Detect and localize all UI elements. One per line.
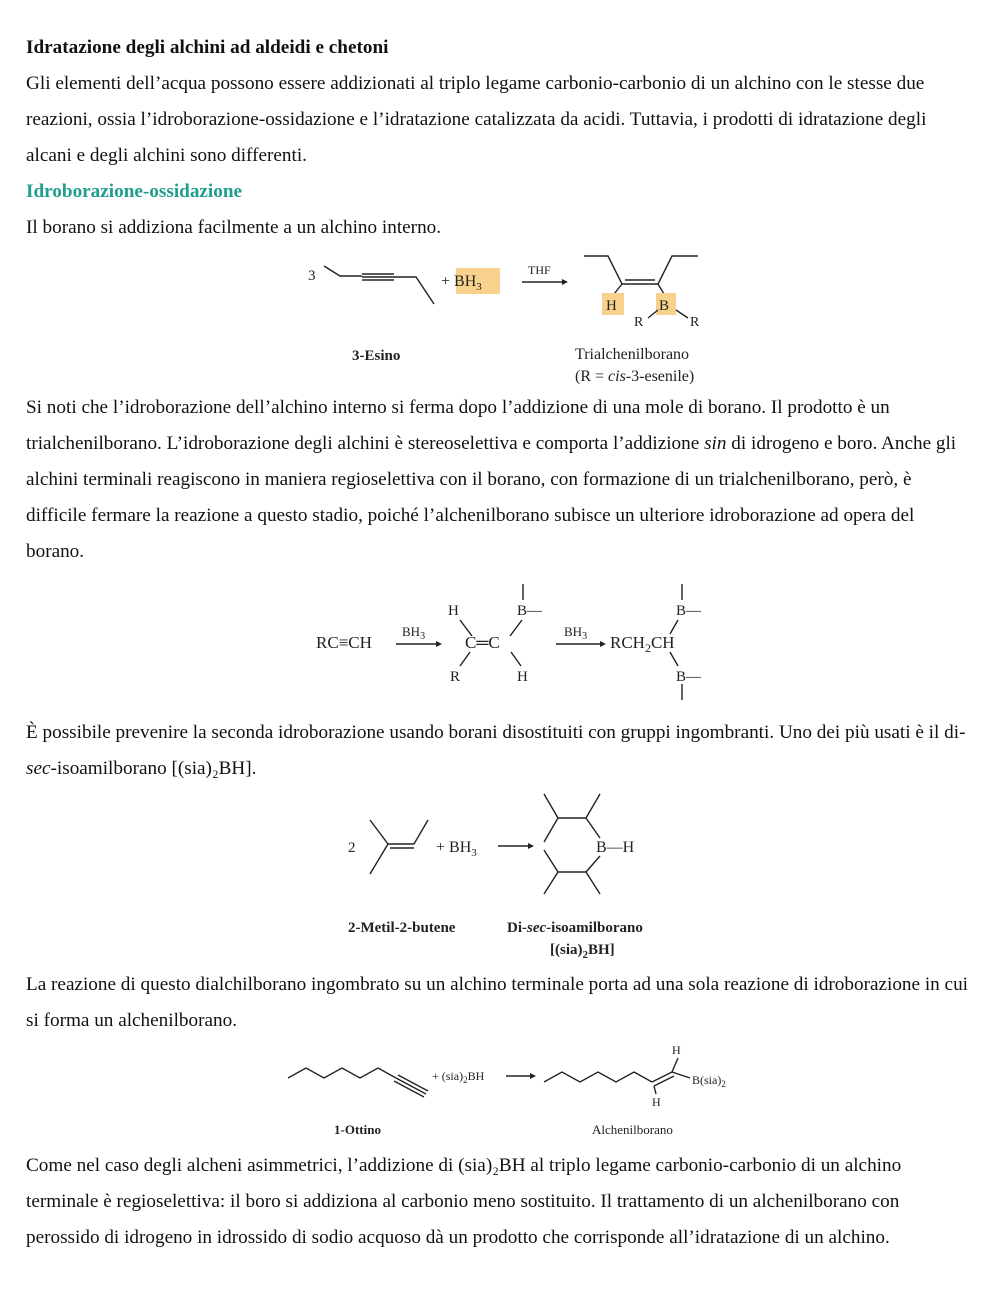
paragraph-stereoselective: Si noti che l’idroborazione dell’alchino interno si ferma dopo l’addizione di una mole di borano. Il prodotto è un trialchenilborano. L’idroborazione degli alchini è stereoselettiva e comporta l’addizione sin di idrogeno e boro. Anche gli alchini terminali reagiscono in maniera regioselettiva con il borano, con formazione di un trialchenilborano, però, è difficile fermare la reazione a questo stadio, poiché l’alchenilborano subisce un ulteriore idroborazione ad opera del borano. bbox=[26, 397, 957, 562]
label-alchenilborano: Alchenilborano bbox=[592, 1122, 673, 1137]
label-3-esino: 3-Esino bbox=[352, 348, 401, 364]
scheme1-atom-b: B bbox=[659, 298, 670, 314]
scheme1-solvent: THF bbox=[528, 263, 551, 277]
scheme2-reagent2: $BH_3$ bbox=[564, 624, 588, 642]
paragraph-intro: Gli elementi dell’acqua possono essere addizionati al triplo legame carbonio-carbonio di un alchino con le stesse due reazioni, ossia l’idroborazione-ossidazione e l’idratazione catalizzata da acidi. Tuttavia, i prodotti di idratazione degli alcani e degli alchini sono differenti. bbox=[26, 73, 927, 166]
scheme2-reagent: $BH_3$ bbox=[402, 624, 426, 642]
scheme3-plus-bh3: + $BH_3$ bbox=[436, 839, 477, 859]
label-trialchenilborano: Trialchenilborano bbox=[575, 346, 690, 363]
paragraph-hindered-boranes: È possibile prevenire la seconda idroborazione usando borani disostituiti con gruppi ingombranti. Uno dei più usati è il di-sec-isoamilborano [(sia)₂BH]. bbox=[26, 722, 966, 779]
label-r-definition: (R = cis-3-esenile) bbox=[575, 368, 695, 385]
scheme3-coefficient: 2 bbox=[348, 840, 356, 856]
scheme-disiamylborane bbox=[340, 790, 700, 960]
label-sia2bh: $[(sia)_2BH]$ bbox=[550, 942, 615, 961]
paragraph-regioselective: Come nel caso degli alcheni asimmetrici, l’addizione di (sia)₂BH al triplo legame carbonio-carbonio di un alchino terminale è regioselettiva: il boro si addiziona al carbonio meno sostituito. Il trattamento di un alchenilborano con perossido di idrogeno in idrossido di sodio acquoso dà un prodotto che corrisponde all’idratazione di un alchino. bbox=[26, 1155, 902, 1248]
label-2-metil-2-butene: 2-Metil-2-butene bbox=[348, 920, 456, 936]
scheme1-atom-r1: R bbox=[634, 315, 644, 330]
scheme2-h-bottom: H bbox=[517, 669, 528, 685]
scheme2-b2: B— bbox=[676, 669, 702, 685]
paragraph-dialkylborane: La reazione di questo dialchilborano ingombrato su un alchino terminale porta ad una sola reazione di idroborazione in cui si forma un alchenilborano. bbox=[26, 974, 968, 1031]
paragraph-borane: Il borano si addiziona facilmente a un alchino interno. bbox=[26, 217, 442, 238]
scheme2-reactant: RC≡CH bbox=[316, 633, 372, 652]
scheme2-product: $RCH_2CH$ bbox=[610, 633, 675, 655]
scheme4-h-top: H bbox=[672, 1043, 681, 1057]
scheme2-r-bottom: R bbox=[450, 669, 461, 685]
scheme2-b-top: B— bbox=[517, 603, 543, 619]
section-heading: Idroborazione-ossidazione bbox=[26, 181, 243, 202]
scheme-1-octyne bbox=[286, 1040, 756, 1140]
label-1-ottino: 1-Ottino bbox=[334, 1122, 381, 1137]
scheme1-plus-bh3: + $BH_3$ bbox=[441, 273, 482, 293]
scheme1-coefficient: 3 bbox=[308, 268, 316, 284]
label-di-sec-isoamilborano: Di-sec-isoamilborano bbox=[507, 920, 643, 936]
scheme3-bh: B—H bbox=[596, 839, 635, 856]
scheme1-atom-r2: R bbox=[690, 315, 700, 330]
scheme2-center: C═C bbox=[465, 633, 500, 652]
scheme4-b-group: $B(sia)_2$ bbox=[692, 1073, 726, 1089]
scheme-double-hydroboration bbox=[310, 580, 730, 705]
page-title: Idratazione degli alchini ad aldeidi e chetoni bbox=[26, 37, 389, 58]
scheme1-atom-h: H bbox=[606, 298, 617, 314]
scheme2-h-top: H bbox=[448, 603, 459, 619]
scheme4-reagent: + $(sia)_2BH$ bbox=[432, 1069, 485, 1085]
scheme2-b1: B— bbox=[676, 603, 702, 619]
scheme4-h-bottom: H bbox=[652, 1095, 661, 1109]
scheme-hydroboration-internal bbox=[300, 246, 740, 386]
